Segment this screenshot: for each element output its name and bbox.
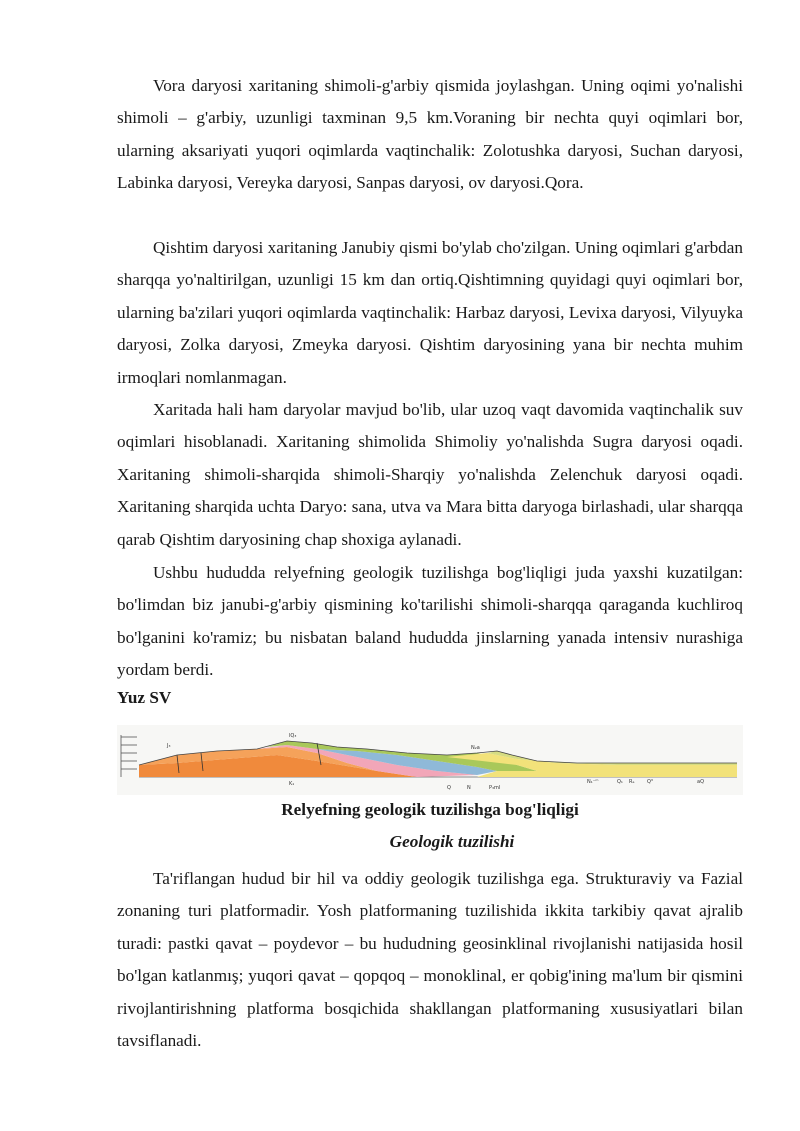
svg-text:N: N: [467, 785, 471, 791]
svg-text:Q³: Q³: [647, 779, 653, 785]
geological-cross-section-figure: [117, 725, 743, 795]
svg-text:N₁⁻ᵐ: N₁⁻ᵐ: [587, 779, 599, 785]
svg-text:K₁: K₁: [289, 781, 295, 787]
svg-text:lQ₃: lQ₃: [289, 733, 297, 739]
paragraph-vora-river: Vora daryosi xaritaning shimoli-g'arbiy qismida joylashgan. Uning oqimi yo'nalishi shimoli – g'arbiy, uzunligi taxminan 9,5 km.Voraning bir nechta quyi oqimlari bor, ularning aksariyati yuqori oqimlarda vaqtinchalik: Zolotushka daryosi, Suchan daryosi, Labinka daryosi, Vereyka daryosi, Sanpas daryosi, ov daryosi.Qora.: [117, 76, 743, 193]
figure-caption: Relyefning geologik tuzilishga bog'liqligi: [281, 800, 579, 819]
svg-text:P₃ml: P₃ml: [489, 785, 501, 791]
svg-text:J₃: J₃: [167, 743, 171, 749]
svg-text:Q₁: Q₁: [617, 779, 623, 785]
subheading: Geologik tuzilishi: [389, 832, 515, 851]
svg-text:Q: Q: [447, 785, 451, 791]
svg-text:N₂a: N₂a: [471, 745, 480, 751]
paragraph-geologic-structure: Ta'riflangan hudud bir hil va oddiy geologik tuzilishga ega. Strukturaviy va Fazial zonaning turi platformadir. Yosh platformaning tuzilishida ikkita tarkibiy qavat ajralib turadi: pastki qavat – poydevor – bu hududning geosinklinal rivojlanishi natijasida hosil bo'lgan katlanmış; yuqori qavat – qopqoq – monoklinal, er qobig'ining ma'lum bir qismini rivojlantirishning platforma bosqichida shakllangan platformaning xususiyatlari bilan tavsiflanadi.: [117, 869, 743, 1051]
svg-text:Rₐ: Rₐ: [629, 779, 635, 785]
paragraph-qishtim-river: Qishtim daryosi xaritaning Janubiy qismi bo'ylab cho'zilgan. Uning oqimlari g'arbdan sharqqa yo'naltirilgan, uzunligi 15 km dan ortiq.Qishtimning quyidagi quyi oqimlari bor, ularning ba'zilari yuqori oqimlarda vaqtinchalik: Harbaz daryosi, Levixa daryosi, Vilyuyka daryosi, Zolka daryosi, Zmeyka daryosi. Qishtim daryosining yana bir nechta muhim irmoqlari nomlanmagan.: [117, 238, 743, 387]
paragraph-relief-geology: Ushbu hududda relyefning geologik tuzilishga bog'liqligi juda yaxshi kuzatilgan: bo'limdan biz janubi-g'arbiy qismining ko'tarilishi shimoli-sharqqa qaraganda kuchliroq bo'lganini ko'ramiz; bu nisbatan baland hududda jinslarning yanada intensiv nurashiga yordam berdi.: [117, 563, 743, 680]
paragraph-other-rivers: Xaritada hali ham daryolar mavjud bo'lib, ular uzoq vaqt davomida vaqtinchalik suv oqimlari hisoblanadi. Xaritaning shimolida Shimoliy yo'nalishda Sugra daryosi oqadi. Xaritaning shimoli-sharqida shimoli-Sharqiy yo'nalishda Zelenchuk daryosi oqadi. Xaritaning sharqida uchta Daryo: sana, utva va Mara bitta daryoga birlashadi, ular sharqqa qarab Qishtim daryosining chap shoxiga aylanadi.: [117, 400, 743, 549]
section-heading: Yuz SV: [117, 688, 172, 707]
svg-text:aQ: aQ: [697, 779, 704, 785]
